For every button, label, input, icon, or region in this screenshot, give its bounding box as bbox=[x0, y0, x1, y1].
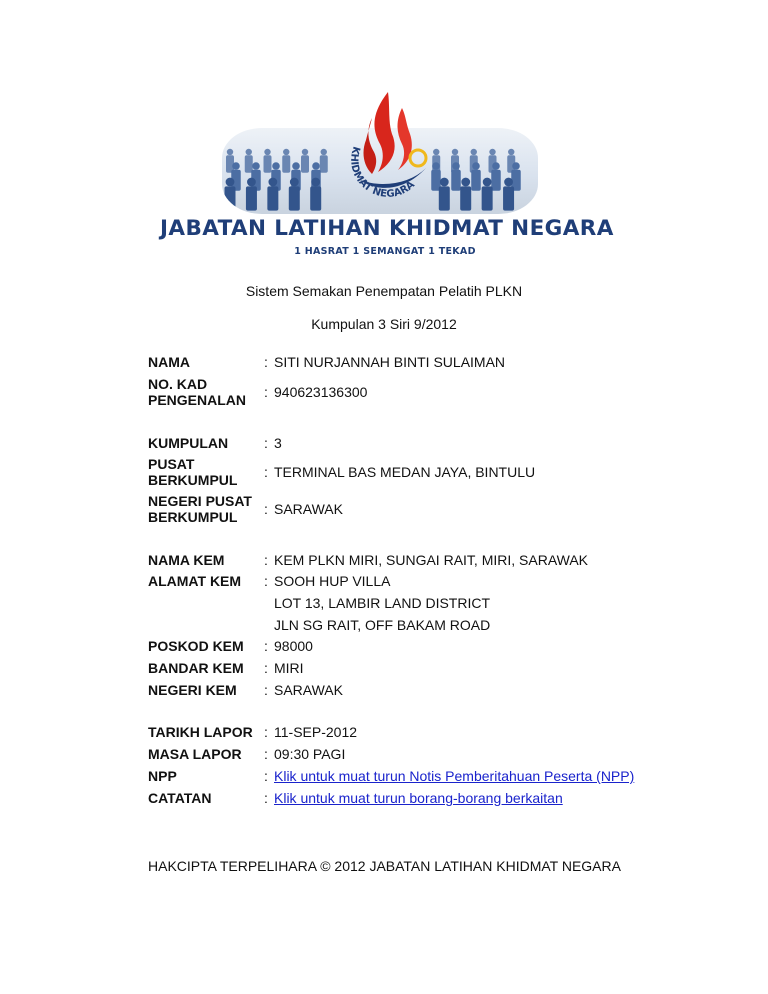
label-catatan: CATATAN bbox=[148, 790, 212, 806]
label-no-kad-1: NO. KAD bbox=[148, 376, 208, 392]
label-negeri-kem: NEGERI KEM bbox=[148, 682, 237, 698]
label-kumpulan: KUMPULAN bbox=[148, 435, 229, 451]
label-alamat-kem: ALAMAT KEM bbox=[148, 573, 242, 589]
colon: : bbox=[264, 746, 268, 762]
colon: : bbox=[264, 354, 268, 370]
label-no-kad-2: PENGENALAN bbox=[148, 392, 247, 408]
value-alamat-line-3: JLN SG RAIT, OFF BAKAM ROAD bbox=[274, 617, 491, 633]
value-tarikh-lapor: 11-SEP-2012 bbox=[274, 724, 358, 740]
colon: : bbox=[264, 768, 268, 784]
value-nama-kem: KEM PLKN MIRI, SUNGAI RAIT, MIRI, SARAWAK bbox=[274, 552, 589, 568]
value-poskod-kem: 98000 bbox=[274, 638, 313, 654]
npp-download-link[interactable]: Klik untuk muat turun Notis Pemberitahuan Peserta (NPP) bbox=[274, 768, 635, 784]
colon: : bbox=[264, 573, 268, 589]
colon: : bbox=[264, 501, 268, 517]
value-negeri-kem: SARAWAK bbox=[274, 682, 343, 698]
value-negeri-pusat: SARAWAK bbox=[274, 501, 343, 517]
label-poskod-kem: POSKOD KEM bbox=[148, 638, 244, 654]
colon: : bbox=[264, 435, 268, 451]
organisation-name: JABATAN LATIHAN KHIDMAT NEGARA bbox=[160, 216, 614, 241]
copyright-footer: HAKCIPTA TERPELIHARA © 2012 JABATAN LATIHAN KHIDMAT NEGARA bbox=[148, 858, 621, 874]
label-nama: NAMA bbox=[148, 354, 190, 370]
value-pusat: TERMINAL BAS MEDAN JAYA, BINTULU bbox=[274, 464, 536, 480]
label-masa-lapor: MASA LAPOR bbox=[148, 746, 242, 762]
header-banner bbox=[160, 88, 614, 268]
value-kumpulan: 3 bbox=[274, 435, 282, 451]
emblem-lettering: KHIDMAT NEGARA bbox=[348, 145, 417, 200]
colon: : bbox=[264, 552, 268, 568]
value-nama: SITI NURJANNAH BINTI SULAIMAN bbox=[274, 354, 506, 370]
value-masa-lapor: 09:30 PAGI bbox=[274, 746, 346, 762]
page-title: Sistem Semakan Penempatan Pelatih PLKN bbox=[245, 283, 523, 299]
label-tarikh-lapor: TARIKH LAPOR bbox=[148, 724, 253, 740]
khidmat-negara-emblem-icon bbox=[340, 88, 436, 218]
colon: : bbox=[264, 464, 268, 480]
colon: : bbox=[264, 724, 268, 740]
colon: : bbox=[264, 790, 268, 806]
colon: : bbox=[264, 660, 268, 676]
label-nama-kem: NAMA KEM bbox=[148, 552, 225, 568]
organisation-tagline: 1 HASRAT 1 SEMANGAT 1 TEKAD bbox=[294, 246, 476, 257]
label-pusat-2: BERKUMPUL bbox=[148, 472, 238, 488]
value-alamat-line-1: SOOH HUP VILLA bbox=[274, 573, 391, 589]
value-alamat-line-2: LOT 13, LAMBIR LAND DISTRICT bbox=[274, 595, 491, 611]
colon: : bbox=[264, 682, 268, 698]
label-npp: NPP bbox=[148, 768, 177, 784]
value-bandar-kem: MIRI bbox=[274, 660, 304, 676]
label-negeri-pusat-2: BERKUMPUL bbox=[148, 509, 238, 525]
colon: : bbox=[264, 638, 268, 654]
colon: : bbox=[264, 384, 268, 400]
forms-download-link[interactable]: Klik untuk muat turun borang-borang berkaitan bbox=[274, 790, 563, 806]
label-negeri-pusat-1: NEGERI PUSAT bbox=[148, 493, 252, 509]
label-pusat-1: PUSAT bbox=[148, 456, 195, 472]
page-subtitle: Kumpulan 3 Siri 9/2012 bbox=[311, 316, 457, 332]
value-no-kad: 940623136300 bbox=[274, 384, 368, 400]
label-bandar-kem: BANDAR KEM bbox=[148, 660, 244, 676]
